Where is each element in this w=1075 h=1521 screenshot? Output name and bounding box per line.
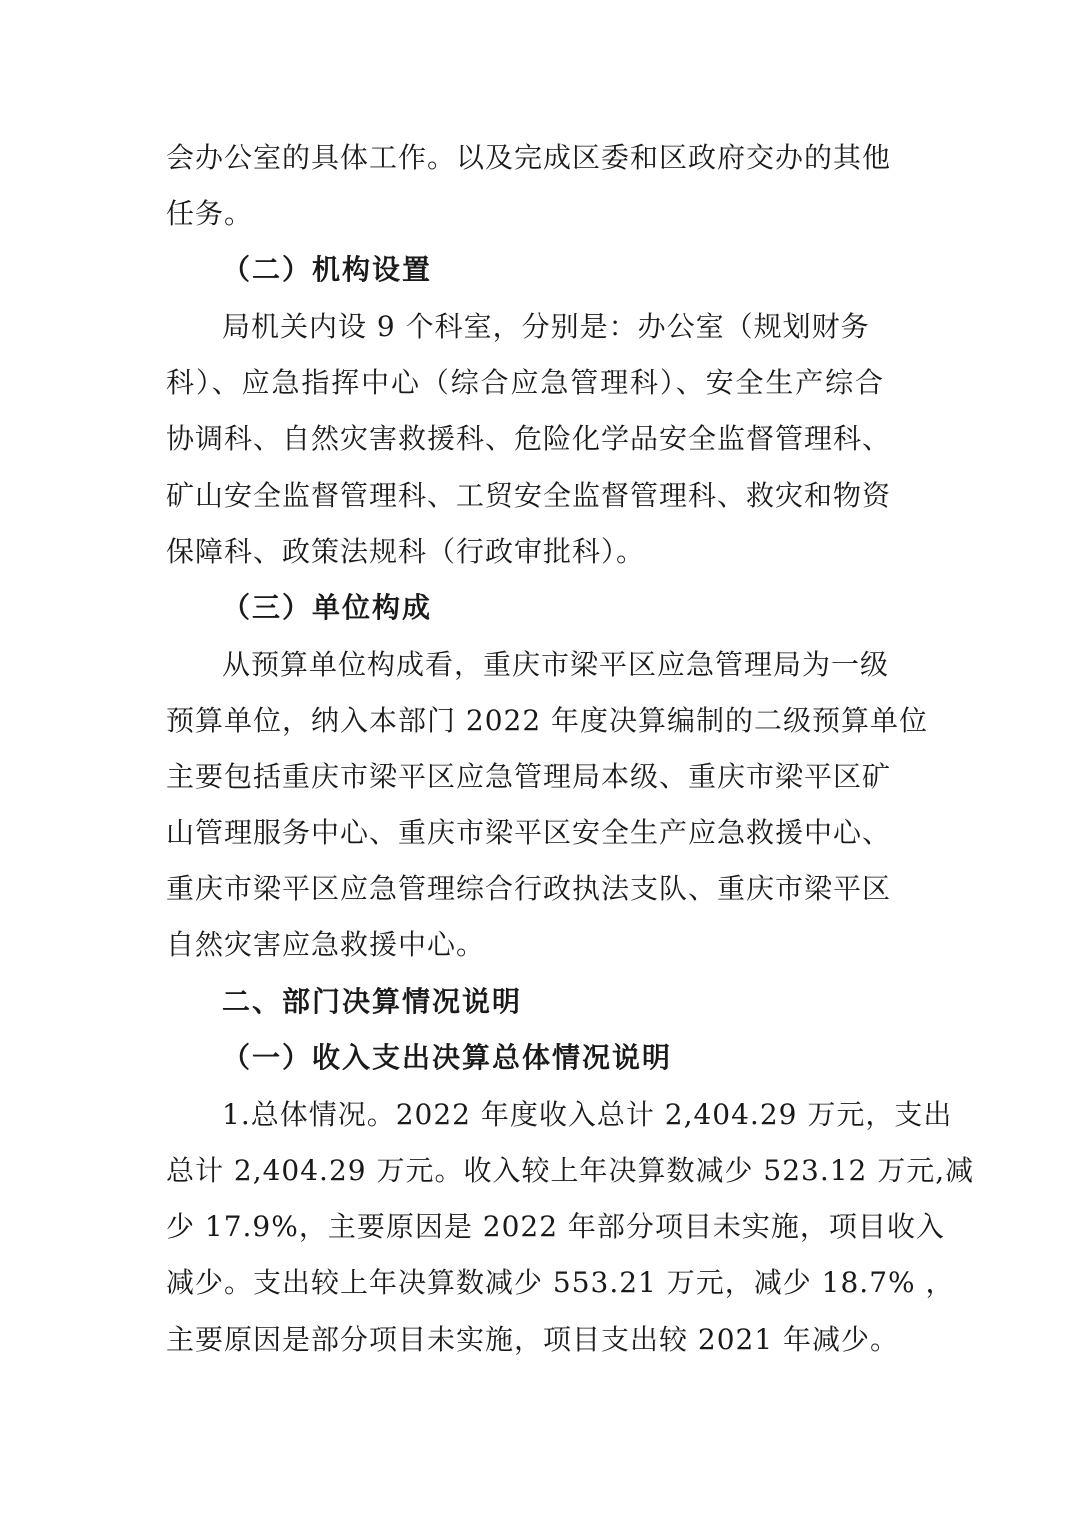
subsection-heading: （二）机构设置 xyxy=(222,253,433,286)
subsection-heading: （三）单位构成 xyxy=(222,591,433,624)
subsection-heading: （一）收入支出决算总体情况说明 xyxy=(222,1041,673,1074)
body-text-line: 主要原因是部分项目未实施，项目支出较 2021 年减少。 xyxy=(166,1323,900,1356)
body-text-line: 科）、应急指挥中心（综合应急管理科）、安全生产综合 xyxy=(166,366,884,399)
body-text-line: 预算单位，纳入本部门 2022 年度决算编制的二级预算单位 xyxy=(166,704,929,737)
body-text-line: 从预算单位构成看，重庆市梁平区应急管理局为一级 xyxy=(222,648,890,681)
body-text-line: 局机关内设 9 个科室，分别是：办公室（规划财务 xyxy=(222,310,870,343)
body-text-line: 总计 2,404.29 万元。收入较上年决算数减少 523.12 万元,减 xyxy=(166,1154,975,1187)
body-text-line: 少 17.9%，主要原因是 2022 年部分项目未实施，项目收入 xyxy=(166,1210,945,1243)
section-heading: 二、部门决算情况说明 xyxy=(222,985,523,1018)
body-text-line: 自然灾害应急救援中心。 xyxy=(166,928,486,961)
body-text-line: 保障科、政策法规科（行政审批科）。 xyxy=(166,535,646,568)
body-text-line: 减少。支出较上年决算数减少 553.21 万元，减少 18.7% ， xyxy=(166,1266,955,1299)
body-text-line: 山管理服务中心、重庆市梁平区安全生产应急救援中心、 xyxy=(166,816,892,849)
body-text-line: 矿山安全监督管理科、工贸安全监督管理科、救灾和物资 xyxy=(166,479,892,512)
body-text-line: 1.总体情况。2022 年度收入总计 2,404.29 万元，支出 xyxy=(222,1098,953,1131)
body-text-line: 会办公室的具体工作。以及完成区委和区政府交办的其他 xyxy=(166,141,892,174)
body-text-line: 任务。 xyxy=(166,197,254,230)
body-text-line: 协调科、自然灾害救援科、危险化学品安全监督管理科、 xyxy=(166,422,892,455)
body-text-line: 主要包括重庆市梁平区应急管理局本级、重庆市梁平区矿 xyxy=(166,760,892,793)
body-text-line: 重庆市梁平区应急管理综合行政执法支队、重庆市梁平区 xyxy=(166,872,892,905)
